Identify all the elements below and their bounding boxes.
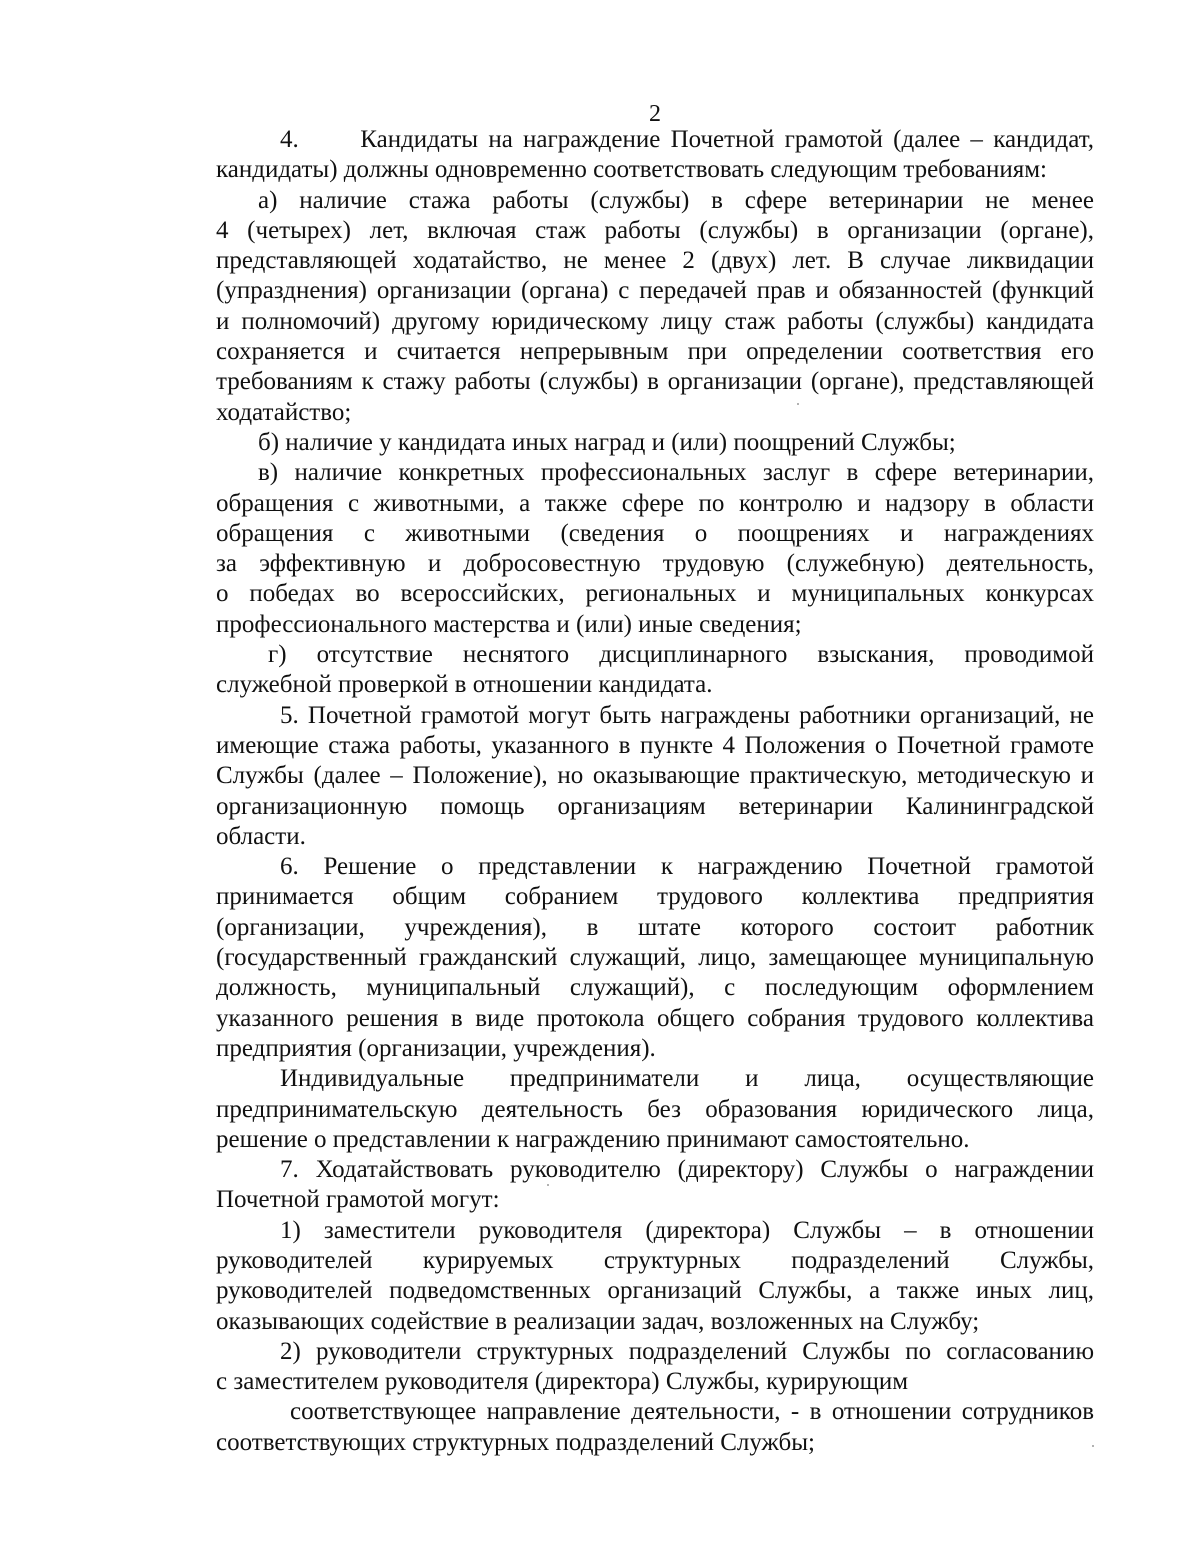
text-line: 1) заместители руководителя (директора) Службы – в отношении <box>280 1216 1094 1244</box>
text-line: Службы (далее – Положение), но оказывающие практическую, методическую и <box>216 762 1094 790</box>
text-line: решение о представлении к награждению принимают самостоятельно. <box>216 1125 970 1153</box>
text-line: соответствующих структурных подразделений Службы; <box>216 1428 815 1456</box>
text-line: а) наличие стажа работы (службы) в сфере ветеринарии не менее <box>258 186 1094 214</box>
text-line: должность, муниципальный служащий), с последующим оформлением <box>216 974 1094 1002</box>
paragraph-item-4a <box>216 186 1094 428</box>
text-line: требованиям к стажу работы (службы) в организации (органе), представляющей <box>216 368 1094 396</box>
text-line: г) отсутствие неснятого дисциплинарного взыскания, проводимой <box>268 641 1094 669</box>
text-line: 5. Почетной грамотой могут быть награждены работники организаций, не <box>280 701 1094 729</box>
text-line: за эффективную и добросовестную трудовую (служебную) деятельность, <box>216 550 1094 578</box>
text-line: обращения с животными, а также сфере по контролю и надзору в области <box>216 489 1094 517</box>
scan-speck <box>797 403 799 405</box>
page-number: 2 <box>649 101 661 127</box>
paragraph-item-5 <box>216 701 1094 852</box>
text-line: профессионального мастерства и (или) иные сведения; <box>216 610 802 638</box>
paragraph-item-4 <box>216 125 1094 186</box>
text-line: обращения с животными (сведения о поощрениях и награждениях <box>216 519 1094 547</box>
text-line: с заместителем руководителя (директора) Службы, курирующим <box>216 1368 909 1396</box>
text-line: руководителей курируемых структурных подразделений Службы, <box>216 1246 1094 1274</box>
text-line: (упразднения) организации (органа) с передачей прав и обязанностей (функций <box>216 277 1094 305</box>
text-line: и полномочий) другому юридическому лицу стаж работы (службы) кандидата <box>216 307 1094 335</box>
text-line: оказывающих содействие в реализации задач, возложенных на Службу; <box>216 1307 980 1335</box>
scan-speck <box>1092 1445 1094 1447</box>
paragraph-entrepreneurs <box>216 1064 1094 1155</box>
paragraph-item-4g <box>216 640 1094 701</box>
text-line: предприятия (организации, учреждения). <box>216 1034 656 1062</box>
paragraph-item-4v <box>216 458 1094 640</box>
text-line: организационную помощь организациям ветеринарии Калининградской <box>216 792 1094 820</box>
paragraph-item-7-1 <box>216 1216 1094 1337</box>
paragraph-item-6 <box>216 852 1094 1064</box>
text-line: 7. Ходатайствовать руководителю (директору) Службы о награждении <box>280 1156 1094 1184</box>
paragraph-item-7 <box>216 1155 1094 1216</box>
text-line: представляющей ходатайство, не менее 2 (двух) лет. В случае ликвидации <box>216 247 1094 275</box>
text-line: в) наличие конкретных профессиональных заслуг в сфере ветеринарии, <box>258 459 1094 487</box>
text-line: 6. Решение о представлении к награждению Почетной грамотой <box>280 853 1094 881</box>
text-line: руководителей подведомственных организаций Службы, а также иных лиц, <box>216 1277 1094 1305</box>
paragraph-item-7-2-continued <box>216 1397 1094 1458</box>
text-line: принимается общим собранием трудового коллектива предприятия <box>216 883 1094 911</box>
text-line: б) наличие у кандидата иных наград и (или) поощрений Службы; <box>258 428 956 456</box>
text-line: Индивидуальные предприниматели и лица, осуществляющие <box>280 1065 1094 1093</box>
paragraph-item-4b <box>216 428 1094 458</box>
text-line: служебной проверкой в отношении кандидата. <box>216 671 713 699</box>
text-line: 4 (четырех) лет, включая стаж работы (службы) в организации (органе), <box>216 216 1094 244</box>
text-line: о победах во всероссийских, региональных и муниципальных конкурсах <box>216 580 1094 608</box>
text-line: (государственный гражданский служащий, лицо, замещающее муниципальную <box>216 944 1094 972</box>
text-line: соответствующее направление деятельности, - в отношении сотрудников <box>290 1398 1094 1426</box>
text-line: имеющие стажа работы, указанного в пункте 4 Положения о Почетной грамоте <box>216 731 1094 759</box>
text-line: 4. Кандидаты на награждение Почетной грамотой (далее – кандидат, <box>280 126 1094 153</box>
text-line: Почетной грамотой могут: <box>216 1186 500 1214</box>
text-line: ходатайство; <box>216 398 352 426</box>
text-line: указанного решения в виде протокола общего собрания трудового коллектива <box>216 1004 1094 1032</box>
text-line: предпринимательскую деятельность без образования юридического лица, <box>216 1095 1094 1123</box>
document-body <box>216 125 1094 1458</box>
scan-speck <box>547 1184 549 1186</box>
text-line: сохраняется и считается непрерывным при определении соответствия его <box>216 338 1094 366</box>
text-line: области. <box>216 822 306 850</box>
text-line: 2) руководители структурных подразделений Службы по согласованию <box>280 1337 1094 1365</box>
text-line: кандидаты) должны одновременно соответствовать следующим требованиям: <box>216 156 1047 184</box>
paragraph-item-7-2 <box>216 1337 1094 1398</box>
text-line: (организации, учреждения), в штате которого состоит работник <box>216 913 1094 941</box>
